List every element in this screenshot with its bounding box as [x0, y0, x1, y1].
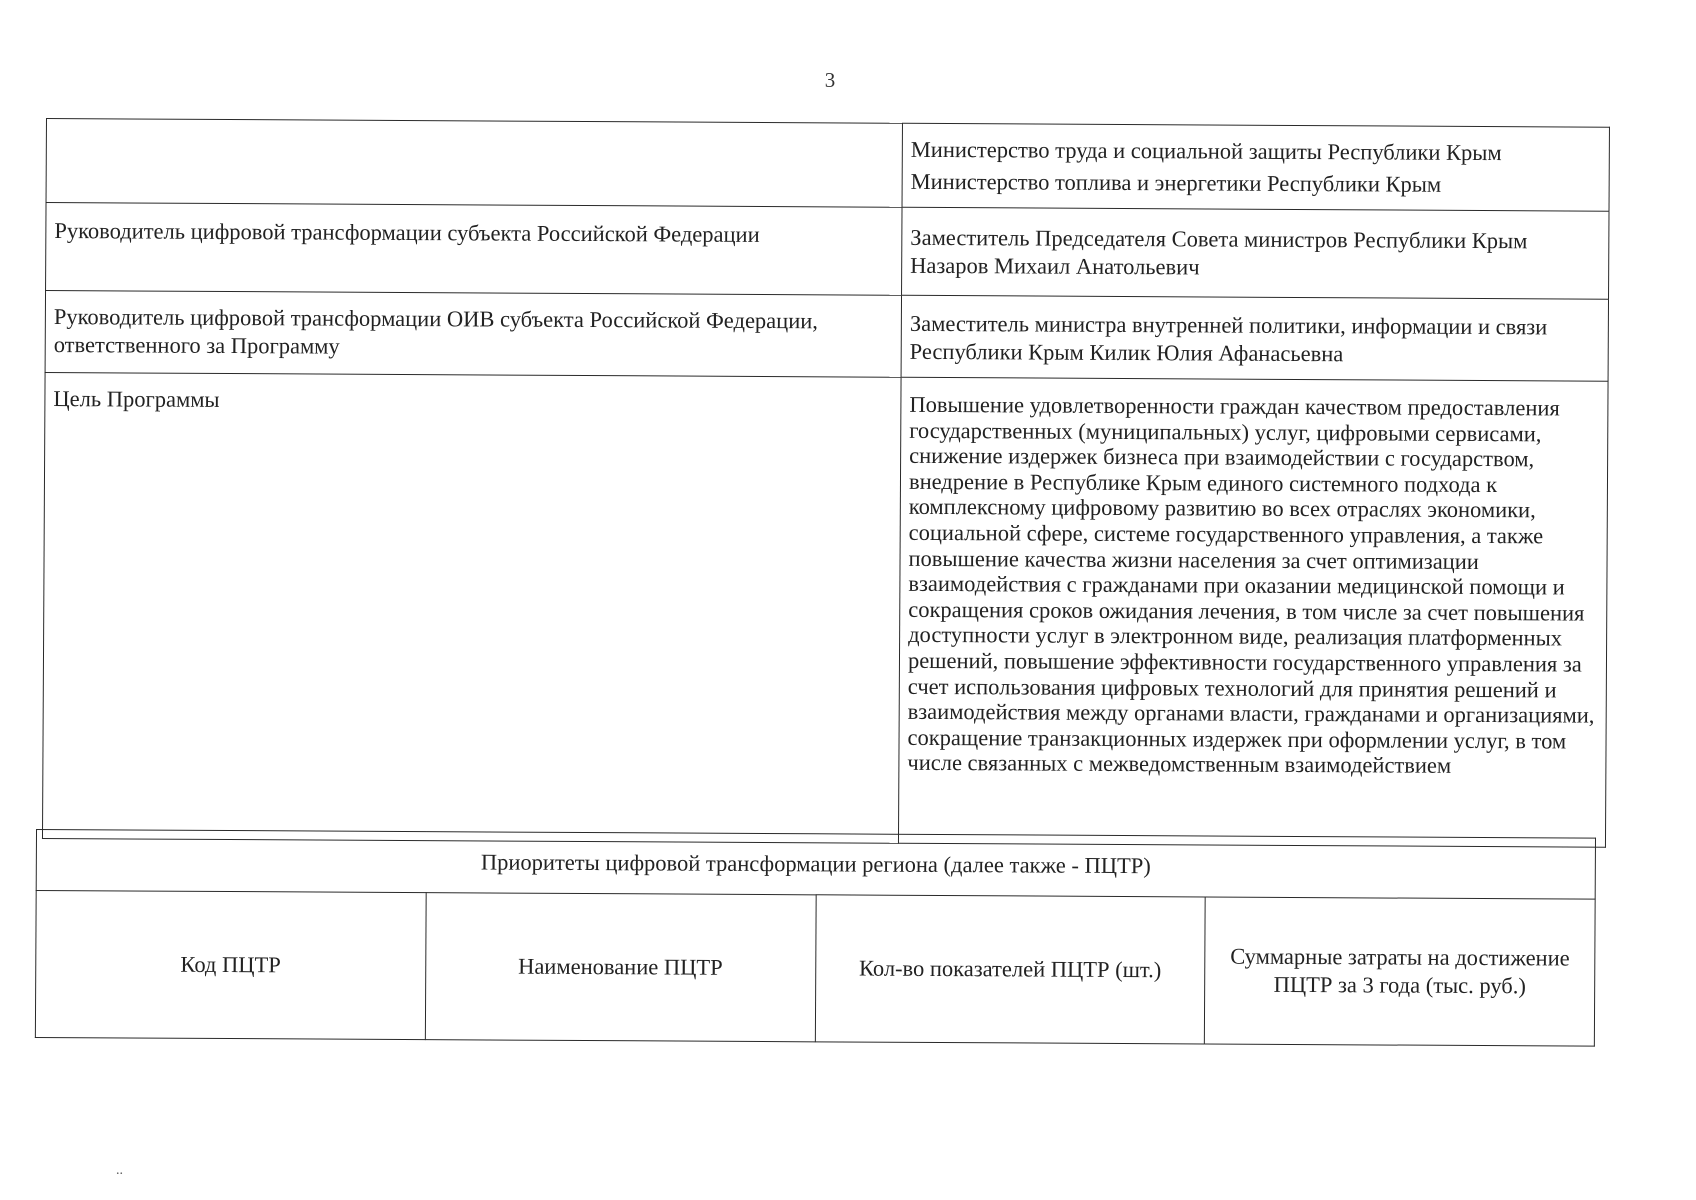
table-row: [46, 119, 1609, 212]
column-header-name: Наименование ПЦТР: [425, 893, 816, 1042]
value-line: Назаров Михаил Анатольевич: [910, 252, 1200, 280]
table-row: [36, 829, 1595, 899]
row-label-empty: [46, 119, 902, 208]
table-row: [45, 291, 1608, 382]
row-label-head-of-digital-transformation: Руководитель цифровой трансформации субъекта Российской Федерации: [46, 203, 902, 296]
value-line: Заместитель Председателя Совета министров Республики Крым: [910, 224, 1528, 254]
row-value-ministries: [902, 123, 1609, 211]
row-label-oiv-head: Руководитель цифровой трансформации ОИВ субъекта Российской Федерации, ответственного за Программу: [45, 291, 901, 378]
scan-speck: ..: [116, 1163, 123, 1178]
priorities-title: Приоритеты цифровой трансформации региона (далее также - ПЦТР): [36, 829, 1595, 899]
table-header-row: [35, 890, 1595, 1046]
value-line: Министерство труда и социальной защиты Республики Крым: [910, 136, 1502, 166]
column-header-count: Кол-во показателей ПЦТР (шт.): [815, 895, 1206, 1044]
table-row: [46, 203, 1609, 300]
row-label-program-goal: Цель Программы: [42, 372, 901, 843]
page-number: 3: [824, 68, 836, 92]
column-header-total-cost: Суммарные затраты на достижение ПЦТР за 3 года (тыс. руб.): [1205, 897, 1596, 1046]
row-value-program-goal: Повышение удовлетворенности граждан качеством предоставления государственных (муниципальных) услуг, цифровыми сервисами, снижение издержек бизнеса при взаимодействии с государством, внедрение в Республике Крым единого системного подхода к комплексному цифровому развитию во всех отраслях экономики, социальной сфере, системе государственного управления, а также повышение качества жизни населения за счет оптимизации взаимодействия с гражданами при оказании медицинской помощи и сокращения сроков ожидания лечения, в том числе за счет повышения доступности услуг в электронном виде, реализация платформенных решений, повышение эффективности государственного управления за счет использования цифровых технологий для принятия решений и взаимодействия между органами власти, гражданами и организациями, сокращение транзакционных издержек при оформлении услуг, в том числе связанных с межведомственным взаимодействием: [898, 377, 1608, 847]
row-value-deputy-minister: Заместитель министра внутренней политики, информации и связи Республики Крым Килик Юлия Афанасьевна: [901, 295, 1608, 381]
row-value-deputy-chairman: [902, 207, 1609, 299]
value-line: Министерство топлива и энергетики Республики Крым: [910, 168, 1442, 197]
table-row: [42, 372, 1608, 847]
document-table-frame: [41, 118, 1606, 1110]
priorities-table: [35, 829, 1596, 1047]
column-header-code: Код ПЦТР: [35, 890, 426, 1039]
program-info-table: [42, 118, 1610, 848]
